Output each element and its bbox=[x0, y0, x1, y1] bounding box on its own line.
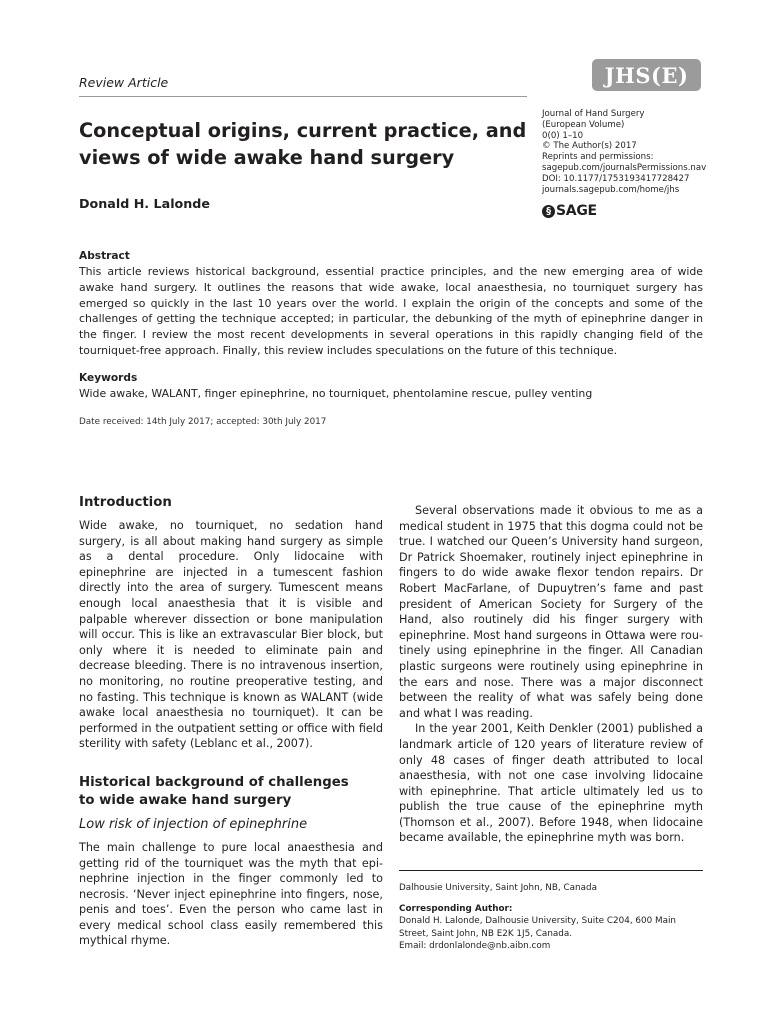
keywords-text: Wide awake, WALANT, finger epinephrine, no tourniquet, phentolamine rescue, pulley venting bbox=[79, 387, 593, 400]
history-heading-line2: to wide awake hand surgery bbox=[79, 792, 292, 808]
reprints-label: Reprints and permissions: bbox=[542, 152, 654, 163]
author-name: Donald H. Lalonde bbox=[79, 196, 210, 211]
abstract-label: Abstract bbox=[79, 250, 130, 262]
journal-logo: JHS(E) bbox=[592, 59, 701, 91]
publisher-logo bbox=[542, 203, 597, 219]
introduction-heading: Introduction bbox=[79, 495, 172, 510]
corresponding-author-address: Donald H. Lalonde, Dalhousie University, Suite C204, 600 Main Street, Saint John, NB E2K 1J5, Canada. bbox=[399, 916, 676, 939]
journal-info bbox=[542, 109, 742, 195]
history-heading bbox=[79, 774, 383, 810]
corresponding-author-label: Corresponding Author: bbox=[399, 904, 513, 915]
article-title: Conceptual origins, current practice, and views of wide awake hand surgery bbox=[79, 119, 527, 169]
abstract-text: This article reviews historical background, essential practice principles, and the new emerging area of wide awake hand surgery. It outlines the reasons that wide awake, local anaesthesia, no tourniquet surgery has emerged so quickly in the last 10 years over the world. I explain the origin of the concepts and some of the challenges of getting the technique accepted; in particular, the debunking of the myth of epinephrine danger in the finger. I review the most recent developments in several operations in this rapidly changing field of the tourniquet-free approach. Finally, this review includes speculations on the future of this technique. bbox=[79, 265, 703, 357]
denkler-paragraph: In the year 2001, Keith Denkler (2001) published a landmark article of 120 years of literature review of only 48 cases of finger death attributed to local anaesthesia, with not one case involving lidocaine with epinephrine. That article ultimately led us to publish the true cause of the epinephrine myth (Thomson et al., 2007). Before 1948, when lidocaine became available, the epinephrine myth was born. bbox=[399, 722, 703, 845]
observations-paragraph: Several observations made it obvious to me as a medical student in 1975 that this dogma could not be true. I watched our Queen’s University hand surgeon, Dr Patrick Shoemaker, routinely inject epinephrine in fingers to do wide awake flexor tendon repairs. Dr Robert MacFarlane, of Dupuytren’s fame and past president of American Society for Surgery of the Hand, also routinely did his finger surgery with epinephrine. Most hand surgeons in Ottawa were routinely using epinephrine in the finger. All Canadian plastic surgeons were routinely using epinephrine in the ears and nose. There was a major disconnect between the reality of what was safely being done and what I was reading. bbox=[399, 504, 703, 720]
journal-issue: 0(0) 1–10 bbox=[542, 130, 584, 141]
left-column bbox=[79, 494, 383, 949]
footnotes bbox=[399, 882, 703, 952]
footnote-divider bbox=[399, 870, 703, 871]
corresponding-author-email[interactable]: Email: drdonlalonde@nb.aibn.com bbox=[399, 940, 551, 951]
copyright: © The Author(s) 2017 bbox=[542, 141, 637, 152]
publisher-logo-text: SAGE bbox=[556, 203, 597, 219]
journal-name: Journal of Hand Surgery bbox=[542, 109, 645, 119]
history-paragraph: The main challenge to pure local anaesthesia and getting rid of the tourniquet was the myth that epinephrine injection in the finger commonly led to necrosis. ‘Never inject epinephrine into fingers, nose, penis and toes’. Even the person who came last in every medical school class easily remembered this mythical rhyme. bbox=[79, 840, 383, 948]
history-heading-line1: Historical background of challenges bbox=[79, 774, 349, 790]
keywords bbox=[79, 371, 703, 402]
permissions-link[interactable]: sagepub.com/journalsPermissions.nav bbox=[542, 162, 707, 173]
right-column bbox=[399, 503, 703, 846]
abstract bbox=[79, 249, 703, 359]
doi[interactable]: DOI: 10.1177/1753193417728427 bbox=[542, 173, 690, 184]
header-divider bbox=[79, 96, 527, 97]
history-subheading: Low risk of injection of epinephrine bbox=[79, 816, 308, 832]
article-type-label: Review Article bbox=[79, 75, 169, 90]
journal-home-link[interactable]: journals.sagepub.com/home/jhs bbox=[542, 184, 680, 195]
date-received: Date received: 14th July 2017; accepted: 30th July 2017 bbox=[79, 417, 327, 427]
journal-volume-name: (European Volume) bbox=[542, 119, 625, 130]
affiliation: Dalhousie University, Saint John, NB, Canada bbox=[399, 883, 597, 893]
sage-mark-icon: § bbox=[542, 205, 555, 218]
keywords-label: Keywords bbox=[79, 372, 138, 384]
introduction-paragraph: Wide awake, no tourniquet, no sedation hand surgery, is all about making hand surgery as simple as a dental procedure. Only lidocaine with epinephrine are injected in a tumescent fashion directly into the area of surgery. Tumescent means enough local anaesthesia that it is visible and palpable wherever dissection or bone manipulation will occur. This is like an extravascular Bier block, but only where it is needed to eliminate pain and decrease bleeding. There is no intravenous insertion, no monitoring, no routine preoperative testing, and no fasting. This technique is known as WALANT (wide awake local anaesthesia no tourniquet). It can be performed in the outpatient setting or office with field sterility with safety (Leblanc et al., 2007). bbox=[79, 519, 383, 751]
